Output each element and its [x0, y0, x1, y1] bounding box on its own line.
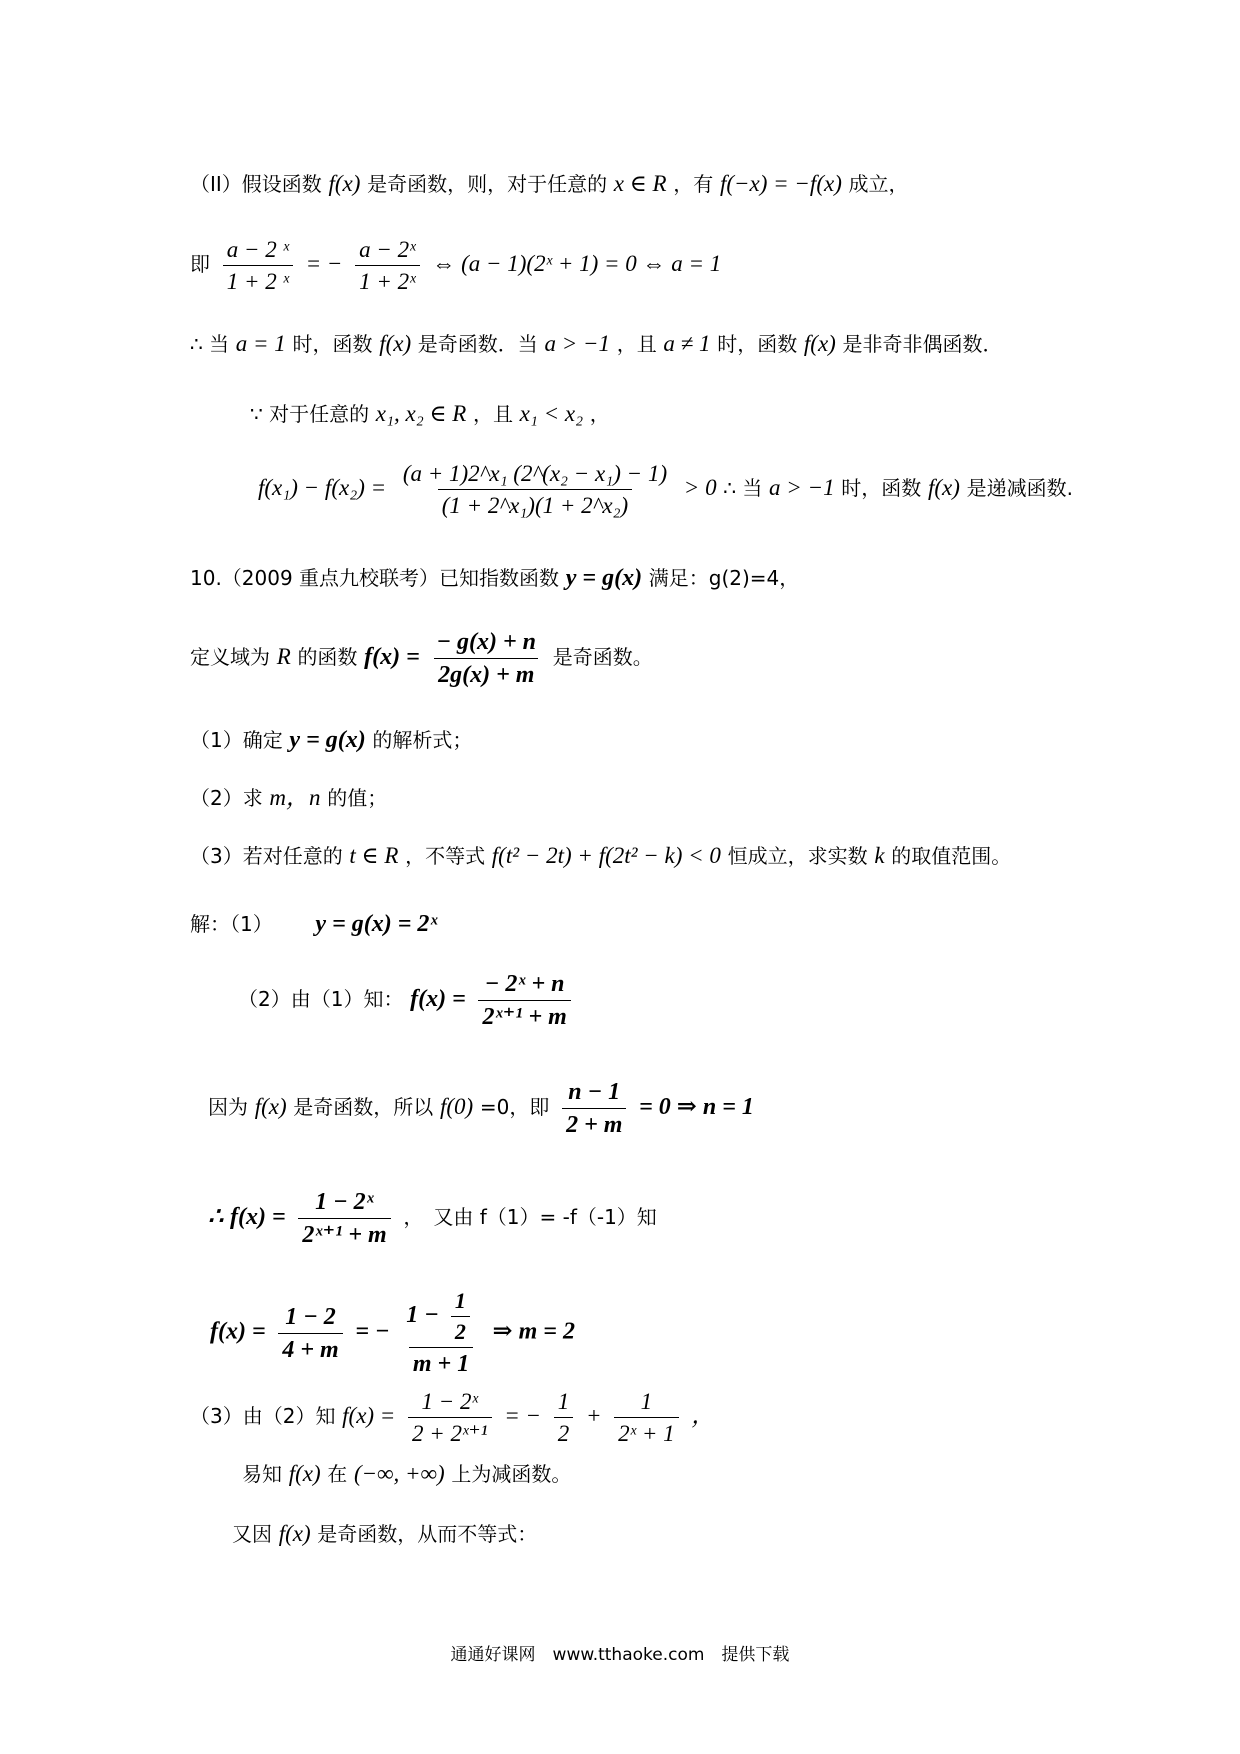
fraction: 1 − $\frac{1}{2}$ m + 1	[402, 1290, 480, 1376]
solution-7: 易知 f(x) 在 (−∞, +∞) 上为减函数。	[242, 1461, 572, 1486]
question-2: （2）求 m，n 的值；	[190, 785, 388, 810]
page-footer: 通通好课网 www.tthaoke.com 提供下载	[450, 1645, 790, 1665]
part2-conclusion: ∴ 当 a = 1 时，函数 f(x) 是奇函数．当 a > −1 ，且 a ≠ 1 时，函数 f(x) 是非奇非偶函数．	[190, 331, 1003, 356]
fraction: $\frac{1 - 2}{4 + m}$	[278, 1305, 342, 1362]
solution-2: （2）由（1）知： f(x) = $\frac{\text{− 2ˣ + n}}{\text{2ˣ⁺¹ + m}}$	[238, 972, 577, 1029]
solution-4: ∴ f(x) = $\frac{\text{1 − 2ˣ}}{\text{2ˣ⁺¹ + m}}$ ， 又由 f（1）= -f（-1）知	[208, 1189, 657, 1248]
fraction: $\frac{- g(x) + n}{2g(x) + m}$	[432, 630, 540, 687]
part2-intro: （II）假设函数 f(x) 是奇函数，则，对于任意的 x ∈ R ，有 f(−x) = −f(x) 成立，	[190, 171, 909, 196]
part2-difference: f(x₁) − f(x₂) = $\frac{\text{(a + 1)2\textasciicircum{}x₁ (2\textasciicircum{}(x₂ − x₁) − 1)}}{\text{(1 + 2\textasciicircum{}x₁)(1 + 2\textasciicircum{}x₂)}}$ > 0 ∴ 当 a > −1 时，函数 f(x) 是递减函数.	[258, 461, 1073, 518]
problem-10-heading: 10.（2009 重点九校联考）已知指数函数 y = g(x) 满足：g(2)=4，	[190, 565, 800, 591]
fraction: $\frac{1}{2}$	[451, 1290, 470, 1343]
fraction: $\frac{\text{(a + 1)2\textasciicircum{}x₁ (2\textasciicircum{}(x₂ − x₁) − 1)}}{\text{(1 + 2\textasciicircum{}x₁)(1 + 2\textasciicircum{}x₂)}}$	[402, 461, 668, 518]
fraction: $\frac{\text{1 − 2ˣ}}{\text{2 + 2ˣ⁺¹}}$	[408, 1390, 492, 1445]
part2-since: ∵ 对于任意的 x₁, x₂ ∈ R ，且 x₁ < x₂ ，	[250, 401, 610, 426]
solution-3: 因为 f(x) 是奇函数，所以 f(0) =0，即 $\frac{n - 1}{2 + m}$ = 0 ⇒ n = 1	[208, 1079, 754, 1138]
question-3: （3）若对任意的 t ∈ R ，不等式 f(t² − 2t) + f(2t² − k) < 0 恒成立，求实数 k 的取值范围。	[190, 843, 1012, 868]
fraction: $\frac{n - 1}{2 + m}$	[562, 1080, 626, 1137]
fraction: $\frac{\text{a − 2ˣ}}{\text{1 + 2ˣ}}$	[355, 238, 420, 293]
solution-5: f(x) = $\frac{1 - 2}{4 + m}$ = − 1 − $\frac{1}{2}$ m + 1 ⇒ m = 2	[210, 1288, 575, 1377]
solution-1: 解：（1） y = g(x) = 2ˣ	[190, 911, 438, 937]
solution-8: 又因 f(x) 是奇函数，从而不等式：	[232, 1521, 538, 1546]
fraction: $\frac{1}{\text{2ˣ + 1}}$	[614, 1390, 679, 1445]
fraction: $\frac{\text{− 2ˣ + n}}{\text{2ˣ⁺¹ + m}}$	[478, 972, 570, 1029]
part2-equation-1: 即 $\frac{\text{a − 2 ˣ}}{\text{1 + 2 ˣ}}$ = − $\frac{\text{a − 2ˣ}}{\text{1 + 2ˣ}}$ ⇔ (a − 1)(2ˣ + 1) = 0 ⇔ a = 1	[190, 237, 722, 294]
fraction: $\frac{1}{2}$	[554, 1390, 574, 1445]
solution-6: （3）由（2）知 f(x) = $\frac{\text{1 − 2ˣ}}{\text{2 + 2ˣ⁺¹}}$ = − $\frac{1}{2}$ + $\frac{1}{\text{2ˣ + 1}}$ ，	[190, 1389, 715, 1446]
problem-10-definition: 定义域为 R 的函数 f(x) = $\frac{- g(x) + n}{2g(x) + m}$ 是奇函数。	[190, 629, 653, 688]
fraction: $\frac{\text{a − 2 ˣ}}{\text{1 + 2 ˣ}}$	[223, 238, 293, 293]
question-1: （1）确定 y = g(x) 的解析式；	[190, 727, 473, 753]
fraction: $\frac{\text{1 − 2ˣ}}{\text{2ˣ⁺¹ + m}}$	[298, 1190, 390, 1247]
